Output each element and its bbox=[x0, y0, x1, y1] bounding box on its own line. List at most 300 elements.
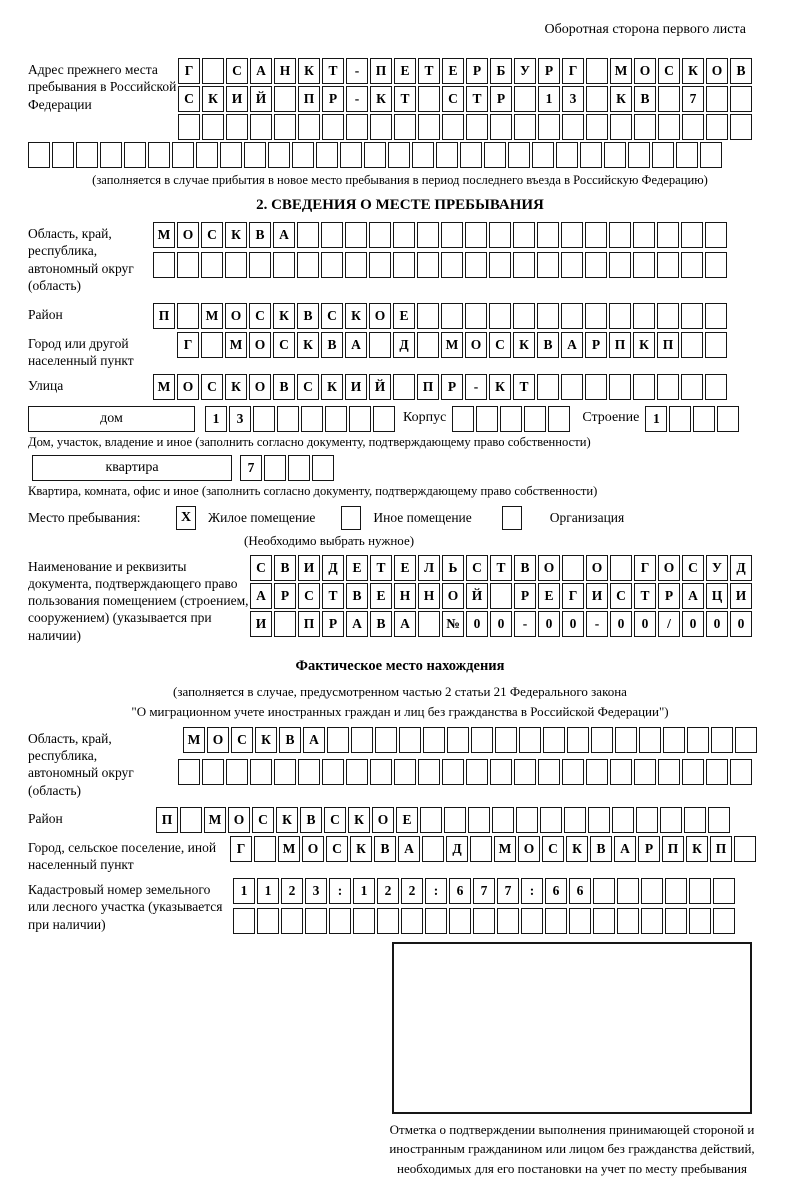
form-cell[interactable] bbox=[346, 114, 368, 140]
form-cell[interactable] bbox=[441, 252, 463, 278]
prev-address-row-1[interactable] bbox=[178, 58, 754, 84]
form-cell[interactable] bbox=[615, 727, 637, 753]
form-cell[interactable]: 0 bbox=[682, 611, 704, 637]
form-cell[interactable]: С bbox=[298, 583, 320, 609]
form-cell[interactable] bbox=[708, 807, 730, 833]
form-cell[interactable]: - bbox=[465, 374, 487, 400]
form-cell[interactable]: С bbox=[682, 555, 704, 581]
form-cell[interactable]: 3 bbox=[305, 878, 327, 904]
form-cell[interactable] bbox=[660, 807, 682, 833]
form-cell[interactable]: В bbox=[274, 555, 296, 581]
form-cell[interactable]: К bbox=[489, 374, 511, 400]
form-cell[interactable] bbox=[226, 759, 248, 785]
form-cell[interactable] bbox=[274, 114, 296, 140]
form-cell[interactable] bbox=[610, 555, 632, 581]
form-cell[interactable]: И bbox=[226, 86, 248, 112]
form-cell[interactable] bbox=[399, 727, 421, 753]
form-cell[interactable]: П bbox=[657, 332, 679, 358]
form-cell[interactable]: 2 bbox=[281, 878, 303, 904]
form-cell[interactable]: 3 bbox=[562, 86, 584, 112]
form-cell[interactable]: - bbox=[346, 58, 368, 84]
form-cell[interactable]: В bbox=[300, 807, 322, 833]
form-cell[interactable] bbox=[297, 222, 319, 248]
form-cell[interactable]: Г bbox=[177, 332, 199, 358]
form-cell[interactable]: М bbox=[153, 222, 175, 248]
form-cell[interactable]: Г bbox=[562, 58, 584, 84]
form-cell[interactable] bbox=[340, 142, 362, 168]
form-cell[interactable]: Н bbox=[418, 583, 440, 609]
form-cell[interactable] bbox=[657, 222, 679, 248]
form-cell[interactable]: Й bbox=[466, 583, 488, 609]
form-cell[interactable]: В bbox=[273, 374, 295, 400]
form-cell[interactable] bbox=[417, 252, 439, 278]
form-cell[interactable] bbox=[537, 222, 559, 248]
form-cell[interactable] bbox=[393, 374, 415, 400]
form-cell[interactable] bbox=[202, 759, 224, 785]
form-cell[interactable]: : bbox=[425, 878, 447, 904]
form-cell[interactable] bbox=[250, 114, 272, 140]
form-cell[interactable]: К bbox=[513, 332, 535, 358]
form-cell[interactable]: С bbox=[252, 807, 274, 833]
form-cell[interactable]: 1 bbox=[645, 406, 667, 432]
form-cell[interactable]: Р bbox=[658, 583, 680, 609]
form-cell[interactable] bbox=[196, 142, 218, 168]
form-cell[interactable]: М bbox=[610, 58, 632, 84]
form-cell[interactable] bbox=[588, 807, 610, 833]
form-cell[interactable]: С bbox=[326, 836, 348, 862]
form-cell[interactable] bbox=[442, 114, 464, 140]
form-cell[interactable] bbox=[735, 727, 757, 753]
form-cell[interactable]: 0 bbox=[490, 611, 512, 637]
form-cell[interactable]: Р bbox=[538, 58, 560, 84]
form-cell[interactable]: О bbox=[706, 58, 728, 84]
fact-oblast-row-1[interactable] bbox=[183, 727, 759, 753]
form-cell[interactable] bbox=[564, 807, 586, 833]
form-cell[interactable] bbox=[514, 759, 536, 785]
fact-raion-row[interactable] bbox=[156, 807, 732, 833]
form-cell[interactable]: О bbox=[465, 332, 487, 358]
form-cell[interactable]: К bbox=[202, 86, 224, 112]
form-cell[interactable] bbox=[545, 908, 567, 934]
form-cell[interactable] bbox=[537, 374, 559, 400]
oblast-row-2[interactable] bbox=[153, 252, 729, 278]
form-cell[interactable]: 7 bbox=[473, 878, 495, 904]
form-cell[interactable] bbox=[321, 222, 343, 248]
form-cell[interactable]: С bbox=[321, 303, 343, 329]
form-cell[interactable] bbox=[705, 303, 727, 329]
form-cell[interactable] bbox=[561, 222, 583, 248]
form-cell[interactable] bbox=[417, 222, 439, 248]
inoe-checkbox[interactable] bbox=[341, 506, 361, 530]
form-cell[interactable] bbox=[201, 252, 223, 278]
form-cell[interactable] bbox=[585, 222, 607, 248]
form-cell[interactable] bbox=[444, 807, 466, 833]
form-cell[interactable] bbox=[585, 252, 607, 278]
form-cell[interactable]: Г bbox=[230, 836, 252, 862]
form-cell[interactable] bbox=[556, 142, 578, 168]
form-cell[interactable]: 0 bbox=[634, 611, 656, 637]
form-cell[interactable] bbox=[28, 142, 50, 168]
form-cell[interactable]: 7 bbox=[240, 455, 262, 481]
form-cell[interactable]: В bbox=[374, 836, 396, 862]
form-cell[interactable]: П bbox=[153, 303, 175, 329]
form-cell[interactable] bbox=[473, 908, 495, 934]
form-cell[interactable] bbox=[562, 759, 584, 785]
form-cell[interactable]: Г bbox=[562, 583, 584, 609]
form-cell[interactable]: К bbox=[255, 727, 277, 753]
form-cell[interactable] bbox=[364, 142, 386, 168]
form-cell[interactable] bbox=[612, 807, 634, 833]
form-cell[interactable] bbox=[658, 86, 680, 112]
form-cell[interactable]: Т bbox=[394, 86, 416, 112]
form-cell[interactable] bbox=[388, 142, 410, 168]
form-cell[interactable]: Й bbox=[369, 374, 391, 400]
form-cell[interactable] bbox=[705, 222, 727, 248]
form-cell[interactable]: Д bbox=[393, 332, 415, 358]
form-cell[interactable]: Д bbox=[446, 836, 468, 862]
form-cell[interactable] bbox=[561, 303, 583, 329]
form-cell[interactable] bbox=[569, 908, 591, 934]
form-cell[interactable]: Г bbox=[634, 555, 656, 581]
form-cell[interactable]: У bbox=[706, 555, 728, 581]
form-cell[interactable] bbox=[418, 611, 440, 637]
form-cell[interactable] bbox=[442, 759, 464, 785]
form-cell[interactable]: И bbox=[298, 555, 320, 581]
form-cell[interactable]: С bbox=[178, 86, 200, 112]
form-cell[interactable] bbox=[423, 727, 445, 753]
form-cell[interactable]: О bbox=[634, 58, 656, 84]
form-cell[interactable] bbox=[180, 807, 202, 833]
form-cell[interactable] bbox=[417, 332, 439, 358]
form-cell[interactable] bbox=[349, 406, 371, 432]
form-cell[interactable]: Е bbox=[538, 583, 560, 609]
form-cell[interactable]: Е bbox=[442, 58, 464, 84]
form-cell[interactable] bbox=[470, 836, 492, 862]
form-cell[interactable]: Т bbox=[490, 555, 512, 581]
form-cell[interactable]: Р bbox=[322, 611, 344, 637]
form-cell[interactable] bbox=[277, 406, 299, 432]
form-cell[interactable] bbox=[425, 908, 447, 934]
form-cell[interactable] bbox=[418, 86, 440, 112]
form-cell[interactable]: М bbox=[201, 303, 223, 329]
form-cell[interactable] bbox=[717, 406, 739, 432]
document-row-1[interactable] bbox=[250, 555, 754, 581]
form-cell[interactable]: П bbox=[298, 86, 320, 112]
form-cell[interactable] bbox=[274, 86, 296, 112]
form-cell[interactable] bbox=[586, 86, 608, 112]
form-cell[interactable] bbox=[148, 142, 170, 168]
kvartira-row[interactable] bbox=[240, 455, 336, 481]
form-cell[interactable]: - bbox=[514, 611, 536, 637]
form-cell[interactable]: С bbox=[297, 374, 319, 400]
form-cell[interactable] bbox=[706, 759, 728, 785]
form-cell[interactable]: К bbox=[370, 86, 392, 112]
kadastr-row-1[interactable] bbox=[233, 878, 737, 904]
form-cell[interactable] bbox=[633, 252, 655, 278]
form-cell[interactable] bbox=[561, 374, 583, 400]
form-cell[interactable] bbox=[202, 58, 224, 84]
form-cell[interactable] bbox=[669, 406, 691, 432]
form-cell[interactable] bbox=[489, 303, 511, 329]
form-cell[interactable]: Р bbox=[441, 374, 463, 400]
form-cell[interactable] bbox=[609, 252, 631, 278]
form-cell[interactable] bbox=[532, 142, 554, 168]
form-cell[interactable]: - bbox=[346, 86, 368, 112]
form-cell[interactable] bbox=[244, 142, 266, 168]
form-cell[interactable] bbox=[178, 759, 200, 785]
form-cell[interactable] bbox=[345, 222, 367, 248]
form-cell[interactable] bbox=[548, 406, 570, 432]
form-cell[interactable] bbox=[681, 222, 703, 248]
form-cell[interactable] bbox=[682, 114, 704, 140]
form-cell[interactable] bbox=[689, 878, 711, 904]
form-cell[interactable] bbox=[100, 142, 122, 168]
form-cell[interactable] bbox=[490, 583, 512, 609]
form-cell[interactable] bbox=[370, 114, 392, 140]
form-cell[interactable]: Т bbox=[322, 58, 344, 84]
form-cell[interactable]: Е bbox=[394, 58, 416, 84]
stroenie-row[interactable] bbox=[645, 406, 741, 432]
form-cell[interactable] bbox=[441, 222, 463, 248]
form-cell[interactable] bbox=[711, 727, 733, 753]
form-cell[interactable] bbox=[682, 759, 704, 785]
form-cell[interactable] bbox=[447, 727, 469, 753]
form-cell[interactable] bbox=[394, 114, 416, 140]
form-cell[interactable]: 3 bbox=[229, 406, 251, 432]
form-cell[interactable]: В bbox=[370, 611, 392, 637]
form-cell[interactable] bbox=[684, 807, 706, 833]
form-cell[interactable]: П bbox=[417, 374, 439, 400]
form-cell[interactable] bbox=[489, 252, 511, 278]
form-cell[interactable]: Р bbox=[638, 836, 660, 862]
form-cell[interactable] bbox=[436, 142, 458, 168]
form-cell[interactable] bbox=[700, 142, 722, 168]
form-cell[interactable] bbox=[249, 252, 271, 278]
form-cell[interactable]: В bbox=[730, 58, 752, 84]
form-cell[interactable] bbox=[452, 406, 474, 432]
form-cell[interactable]: В bbox=[297, 303, 319, 329]
form-cell[interactable] bbox=[369, 252, 391, 278]
form-cell[interactable]: Е bbox=[346, 555, 368, 581]
form-cell[interactable] bbox=[420, 807, 442, 833]
form-cell[interactable]: 1 bbox=[257, 878, 279, 904]
form-cell[interactable] bbox=[225, 252, 247, 278]
prev-address-row-3[interactable] bbox=[178, 114, 754, 140]
form-cell[interactable] bbox=[609, 303, 631, 329]
form-cell[interactable]: О bbox=[228, 807, 250, 833]
form-cell[interactable]: С bbox=[442, 86, 464, 112]
form-cell[interactable] bbox=[172, 142, 194, 168]
form-cell[interactable]: О bbox=[442, 583, 464, 609]
form-cell[interactable] bbox=[466, 759, 488, 785]
form-cell[interactable] bbox=[233, 908, 255, 934]
form-cell[interactable] bbox=[329, 908, 351, 934]
form-cell[interactable] bbox=[226, 114, 248, 140]
form-cell[interactable] bbox=[537, 303, 559, 329]
form-cell[interactable] bbox=[519, 727, 541, 753]
form-cell[interactable] bbox=[288, 455, 310, 481]
form-cell[interactable]: П bbox=[662, 836, 684, 862]
form-cell[interactable] bbox=[322, 114, 344, 140]
korpus-row[interactable] bbox=[452, 406, 572, 432]
form-cell[interactable]: О bbox=[177, 374, 199, 400]
form-cell[interactable] bbox=[220, 142, 242, 168]
form-cell[interactable]: 6 bbox=[449, 878, 471, 904]
form-cell[interactable]: Р bbox=[490, 86, 512, 112]
form-cell[interactable]: М bbox=[204, 807, 226, 833]
form-cell[interactable]: Е bbox=[396, 807, 418, 833]
form-cell[interactable]: Т bbox=[634, 583, 656, 609]
form-cell[interactable]: 6 bbox=[545, 878, 567, 904]
form-cell[interactable] bbox=[274, 611, 296, 637]
form-cell[interactable] bbox=[591, 727, 613, 753]
form-cell[interactable]: И bbox=[730, 583, 752, 609]
form-cell[interactable] bbox=[636, 807, 658, 833]
form-cell[interactable] bbox=[634, 114, 656, 140]
form-cell[interactable] bbox=[543, 727, 565, 753]
form-cell[interactable] bbox=[297, 252, 319, 278]
form-cell[interactable]: С bbox=[466, 555, 488, 581]
form-cell[interactable] bbox=[500, 406, 522, 432]
kadastr-row-2[interactable] bbox=[233, 908, 737, 934]
form-cell[interactable]: К bbox=[345, 303, 367, 329]
form-cell[interactable]: Р bbox=[466, 58, 488, 84]
form-cell[interactable]: С bbox=[273, 332, 295, 358]
form-cell[interactable] bbox=[628, 142, 650, 168]
form-cell[interactable]: И bbox=[586, 583, 608, 609]
form-cell[interactable]: Е bbox=[370, 583, 392, 609]
form-cell[interactable] bbox=[273, 252, 295, 278]
form-cell[interactable]: С bbox=[658, 58, 680, 84]
form-cell[interactable]: 0 bbox=[610, 611, 632, 637]
form-cell[interactable]: К bbox=[273, 303, 295, 329]
form-cell[interactable] bbox=[513, 222, 535, 248]
fact-gorod-row[interactable] bbox=[230, 836, 758, 862]
form-cell[interactable]: П bbox=[156, 807, 178, 833]
form-cell[interactable]: Ц bbox=[706, 583, 728, 609]
form-cell[interactable]: А bbox=[345, 332, 367, 358]
form-cell[interactable]: Ь bbox=[442, 555, 464, 581]
form-cell[interactable]: Е bbox=[393, 303, 415, 329]
form-cell[interactable]: К bbox=[297, 332, 319, 358]
prev-address-row-4[interactable] bbox=[28, 142, 772, 168]
form-cell[interactable]: В bbox=[634, 86, 656, 112]
form-cell[interactable] bbox=[641, 908, 663, 934]
zhiloe-checkbox[interactable]: X bbox=[176, 506, 196, 530]
form-cell[interactable]: М bbox=[183, 727, 205, 753]
form-cell[interactable]: В bbox=[590, 836, 612, 862]
form-cell[interactable] bbox=[298, 759, 320, 785]
oblast-row-1[interactable] bbox=[153, 222, 729, 248]
form-cell[interactable] bbox=[393, 252, 415, 278]
form-cell[interactable]: 1 bbox=[538, 86, 560, 112]
prev-address-row-2[interactable] bbox=[178, 86, 754, 112]
form-cell[interactable] bbox=[417, 303, 439, 329]
form-cell[interactable]: А bbox=[614, 836, 636, 862]
form-cell[interactable]: С bbox=[249, 303, 271, 329]
form-cell[interactable] bbox=[706, 86, 728, 112]
form-cell[interactable] bbox=[298, 114, 320, 140]
form-cell[interactable] bbox=[734, 836, 756, 862]
form-cell[interactable] bbox=[465, 252, 487, 278]
form-cell[interactable] bbox=[585, 303, 607, 329]
form-cell[interactable]: Л bbox=[418, 555, 440, 581]
form-cell[interactable] bbox=[617, 908, 639, 934]
form-cell[interactable] bbox=[484, 142, 506, 168]
form-cell[interactable] bbox=[586, 114, 608, 140]
form-cell[interactable]: О bbox=[372, 807, 394, 833]
form-cell[interactable] bbox=[633, 303, 655, 329]
form-cell[interactable] bbox=[471, 727, 493, 753]
form-cell[interactable] bbox=[253, 406, 275, 432]
form-cell[interactable] bbox=[449, 908, 471, 934]
form-cell[interactable] bbox=[705, 374, 727, 400]
form-cell[interactable]: Р bbox=[514, 583, 536, 609]
form-cell[interactable] bbox=[370, 759, 392, 785]
raion-row[interactable] bbox=[153, 303, 729, 329]
form-cell[interactable]: : bbox=[521, 878, 543, 904]
form-cell[interactable]: С bbox=[324, 807, 346, 833]
form-cell[interactable]: Б bbox=[490, 58, 512, 84]
form-cell[interactable] bbox=[706, 114, 728, 140]
form-cell[interactable]: 0 bbox=[538, 611, 560, 637]
document-row-3[interactable] bbox=[250, 611, 754, 637]
form-cell[interactable] bbox=[495, 727, 517, 753]
form-cell[interactable]: М bbox=[441, 332, 463, 358]
form-cell[interactable] bbox=[586, 58, 608, 84]
form-cell[interactable] bbox=[412, 142, 434, 168]
form-cell[interactable]: А bbox=[346, 611, 368, 637]
form-cell[interactable]: Т bbox=[466, 86, 488, 112]
form-cell[interactable] bbox=[257, 908, 279, 934]
form-cell[interactable] bbox=[610, 759, 632, 785]
form-cell[interactable]: 7 bbox=[497, 878, 519, 904]
form-cell[interactable] bbox=[593, 878, 615, 904]
form-cell[interactable] bbox=[254, 836, 276, 862]
form-cell[interactable] bbox=[537, 252, 559, 278]
form-cell[interactable] bbox=[514, 114, 536, 140]
form-cell[interactable]: П bbox=[710, 836, 732, 862]
form-cell[interactable]: А bbox=[303, 727, 325, 753]
form-cell[interactable]: Д bbox=[730, 555, 752, 581]
form-cell[interactable] bbox=[508, 142, 530, 168]
form-cell[interactable]: К bbox=[682, 58, 704, 84]
form-cell[interactable] bbox=[490, 114, 512, 140]
form-cell[interactable] bbox=[562, 114, 584, 140]
form-cell[interactable]: К bbox=[686, 836, 708, 862]
form-cell[interactable]: С bbox=[489, 332, 511, 358]
form-cell[interactable]: К bbox=[276, 807, 298, 833]
form-cell[interactable]: 0 bbox=[466, 611, 488, 637]
form-cell[interactable]: О bbox=[369, 303, 391, 329]
form-cell[interactable] bbox=[441, 303, 463, 329]
form-cell[interactable]: Т bbox=[370, 555, 392, 581]
form-cell[interactable]: Д bbox=[322, 555, 344, 581]
form-cell[interactable]: М bbox=[225, 332, 247, 358]
form-cell[interactable]: С bbox=[610, 583, 632, 609]
form-cell[interactable]: К bbox=[225, 374, 247, 400]
form-cell[interactable] bbox=[681, 303, 703, 329]
form-cell[interactable] bbox=[610, 114, 632, 140]
form-cell[interactable]: С bbox=[226, 58, 248, 84]
form-cell[interactable] bbox=[705, 332, 727, 358]
form-cell[interactable]: О bbox=[225, 303, 247, 329]
form-cell[interactable] bbox=[312, 455, 334, 481]
form-cell[interactable] bbox=[580, 142, 602, 168]
form-cell[interactable] bbox=[465, 222, 487, 248]
form-cell[interactable] bbox=[465, 303, 487, 329]
form-cell[interactable]: С bbox=[250, 555, 272, 581]
